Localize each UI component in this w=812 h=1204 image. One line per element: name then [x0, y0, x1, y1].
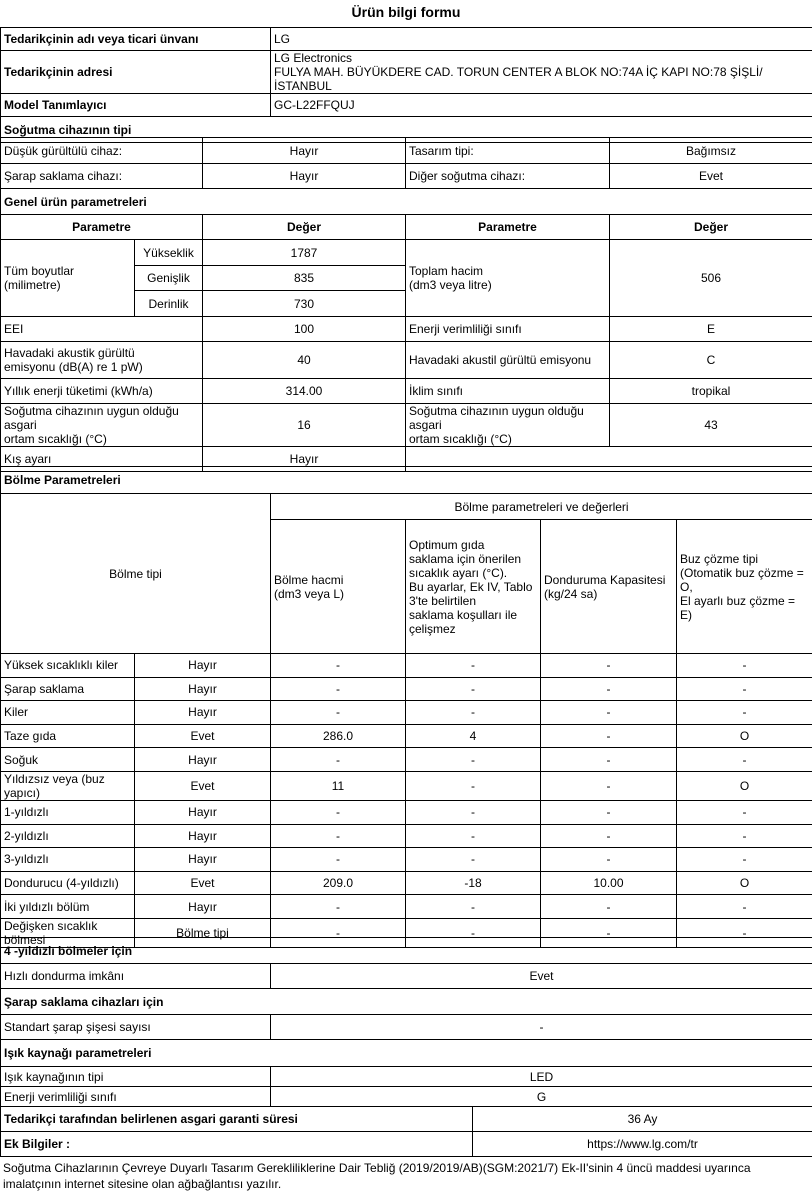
general-parameters-table [0, 137, 812, 472]
footer-note: Soğutma Cihazlarının Çevreye Duyarlı Tasarım Gerekliliklerine Dair Tebliğ (2019/2019/AB)(SGM:2021/7) Ek-II'sinin 4 üncü maddesi uyarınca imalatçının internet sitesine olan ağbağlantısı yazılır. [3, 1161, 751, 1191]
compartment-volume: - [271, 701, 406, 725]
compartment-freezing-capacity: - [541, 771, 677, 800]
low-noise-value: Hayır [203, 138, 406, 164]
winter-setting-label: Kış ayarı [1, 447, 203, 472]
compartment-row [1, 724, 812, 748]
design-type-value: Bağımsız [610, 138, 812, 164]
compartment-defrost-type: O [677, 771, 812, 800]
col-header-freezing-capacity [541, 520, 677, 654]
compartment-row [1, 895, 812, 919]
depth-label: Derinlik [135, 291, 203, 317]
compartment-present: Hayır [135, 654, 271, 678]
max-ambient-temp-value: 43 [610, 404, 812, 447]
compartment-defrost-type: - [677, 824, 812, 848]
min-ambient-temp-label [1, 404, 203, 447]
compartment-temperature: 4 [406, 724, 541, 748]
annual-energy-value: 314.00 [203, 379, 406, 404]
compartment-temperature: - [406, 748, 541, 772]
supplier-address-value [271, 51, 812, 94]
compartment-freezing-capacity: - [541, 824, 677, 848]
dimensions-label-line-1: Tüm boyutlar [4, 264, 75, 278]
compartment-row [1, 748, 812, 772]
col-header-parameter: Parametre [1, 215, 203, 240]
compartment-freezing-capacity: - [541, 654, 677, 678]
low-noise-label: Düşük gürültülü cihaz: [1, 138, 203, 164]
compartment-name: Soğuk [1, 748, 135, 772]
noise-class-label: Havadaki akustil gürültü emisyonu [406, 342, 610, 379]
total-volume-label [406, 240, 610, 317]
col-header-temperature-line-6: saklama koşulları ile [409, 607, 518, 622]
supplier-name-value: LG [271, 28, 812, 51]
compartment-present: Hayır [135, 824, 271, 848]
compartment-row [1, 824, 812, 848]
design-type-label: Tasarım tipi: [406, 138, 610, 164]
dimensions-label [1, 240, 135, 317]
compartment-name: 1-yıldızlı [1, 800, 135, 824]
compartment-defrost-type: O [677, 871, 812, 895]
height-value: 1787 [203, 240, 406, 266]
compartment-temperature: - [406, 848, 541, 872]
compartment-volume: - [271, 800, 406, 824]
compartment-row [1, 654, 812, 678]
other-appliance-label: Diğer soğutma cihazı: [406, 164, 610, 189]
compartment-defrost-type: - [677, 918, 812, 947]
noise-label-line-1: Havadaki akustik gürültü [4, 346, 135, 360]
compartment-defrost-type: - [677, 701, 812, 725]
bottom-sections-table [0, 937, 812, 1157]
col-header-temperature-line-7: çelişmez [409, 621, 456, 636]
compartment-present: Bölme tipi [135, 918, 271, 947]
min-ambient-temp-value: 16 [203, 404, 406, 447]
compartment-row [1, 701, 812, 725]
fast-freeze-label: Hızlı dondurma imkânı [1, 964, 271, 989]
compartment-group-header: Bölme parametreleri ve değerleri [271, 494, 812, 520]
compartment-temperature: - [406, 918, 541, 947]
compartment-row [1, 800, 812, 824]
compartment-temperature: - [406, 677, 541, 701]
supplier-address-line-2: FULYA MAH. BÜYÜKDERE CAD. TORUN CENTER A BLOK NO:74A İÇ KAPI NO:78 ŞİŞLİ/İSTANBUL [274, 65, 763, 93]
compartment-name: 3-yıldızlı [1, 848, 135, 872]
compartment-freezing-capacity: - [541, 918, 677, 947]
compartment-temperature: - [406, 800, 541, 824]
compartment-name: Yıldızsız veya (buz yapıcı) [1, 771, 135, 800]
compartment-volume: 286.0 [271, 724, 406, 748]
total-volume-label-line-1: Toplam hacim [409, 264, 484, 278]
width-label: Genişlik [135, 266, 203, 291]
compartment-volume: 11 [271, 771, 406, 800]
col-header-temperature-line-1: Optimum gıda [409, 537, 485, 552]
compartment-temperature: - [406, 824, 541, 848]
noise-label [1, 342, 203, 379]
wine-bottles-label: Standart şarap şişesi sayısı [1, 1015, 271, 1040]
compartment-present: Hayır [135, 748, 271, 772]
total-volume-value: 506 [610, 240, 812, 317]
compartment-volume: 209.0 [271, 871, 406, 895]
col-header-defrost-line-1: Buz çözme tipi [680, 551, 759, 566]
light-class-value: G [271, 1087, 812, 1107]
col-header-defrost-line-2: (Otomatik buz çözme = O, [680, 565, 804, 594]
compartment-present: Hayır [135, 701, 271, 725]
compartment-row [1, 871, 812, 895]
extra-info-link[interactable]: https://www.lg.com/tr [473, 1132, 812, 1157]
width-value: 835 [203, 266, 406, 291]
compartment-name: İki yıldızlı bölüm [1, 895, 135, 919]
light-type-value: LED [271, 1067, 812, 1087]
energy-class-label: Enerji verimliliği sınıfı [406, 317, 610, 342]
form-title: Ürün bilgi formu [351, 4, 461, 20]
compartment-table [0, 466, 812, 948]
compartment-defrost-type: O [677, 724, 812, 748]
compartment-freezing-capacity: - [541, 724, 677, 748]
compartment-present: Hayır [135, 800, 271, 824]
compartment-row [1, 848, 812, 872]
compartment-name: Yüksek sıcaklıklı kiler [1, 654, 135, 678]
col-header-temperature-line-3: sıcaklık ayarı (°C). [409, 565, 508, 580]
height-label: Yükseklik [135, 240, 203, 266]
compartment-freezing-capacity: 10.00 [541, 871, 677, 895]
compartment-row [1, 677, 812, 701]
compartment-name: Taze gıda [1, 724, 135, 748]
compartment-type-header: Bölme tipi [1, 494, 271, 654]
warranty-value: 36 Ay [473, 1107, 812, 1132]
compartment-name: Dondurucu (4-yıldızlı) [1, 871, 135, 895]
max-ambient-temp-label-line-1: Soğutma cihazının uygun olduğu asgari [409, 404, 584, 432]
wine-section-header: Şarap saklama cihazları için [1, 989, 812, 1015]
min-ambient-temp-label-line-1: Soğutma cihazının uygun olduğu asgari [4, 404, 179, 432]
compartment-present: Hayır [135, 677, 271, 701]
compartment-defrost-type: - [677, 677, 812, 701]
compartment-volume: - [271, 824, 406, 848]
compartment-volume: - [271, 677, 406, 701]
model-label: Model Tanımlayıcı [1, 94, 271, 117]
col-header-defrost-line-3: El ayarlı buz çözme = E) [680, 593, 796, 622]
col-header-defrost-type [677, 520, 812, 654]
col-header-freezing-line-1: Donduruma Kapasitesi [544, 572, 666, 587]
compartment-defrost-type: - [677, 895, 812, 919]
light-class-label: Enerji verimliliği sınıfı [1, 1087, 271, 1107]
col-header-temperature-line-4: Bu ayarlar, Ek IV, Tablo [409, 579, 533, 594]
compartment-present: Evet [135, 771, 271, 800]
supplier-address-label: Tedarikçinin adresi [1, 51, 271, 94]
model-value: GC-L22FFQUJ [271, 94, 812, 117]
annual-energy-label: Yıllık enerji tüketimi (kWh/a) [1, 379, 203, 404]
four-star-header: 4 -yıldızlı bölmeler için [1, 938, 812, 964]
fast-freeze-value: Evet [271, 964, 812, 989]
col-header-temperature [406, 520, 541, 654]
col-header-value: Değer [203, 215, 406, 240]
compartment-volume: - [271, 895, 406, 919]
compartment-temperature: -18 [406, 871, 541, 895]
compartment-freezing-capacity: - [541, 895, 677, 919]
supplier-name-label: Tedarikçinin adı veya ticari ünvanı [1, 28, 271, 51]
compartment-freezing-capacity: - [541, 701, 677, 725]
energy-class-value: E [610, 317, 812, 342]
compartment-volume: - [271, 654, 406, 678]
compartment-temperature: - [406, 701, 541, 725]
compartment-name: Kiler [1, 701, 135, 725]
total-volume-label-line-2: (dm3 veya litre) [409, 278, 492, 292]
col-header-value-2: Değer [610, 215, 812, 240]
compartment-present: Evet [135, 871, 271, 895]
compartment-freezing-capacity: - [541, 677, 677, 701]
light-source-header: Işık kaynağı parametreleri [1, 1040, 812, 1067]
compartment-rows [1, 654, 812, 948]
compartment-defrost-type: - [677, 800, 812, 824]
wine-appliance-value: Hayır [203, 164, 406, 189]
other-appliance-value: Evet [610, 164, 812, 189]
noise-class-value: C [610, 342, 812, 379]
light-type-label: Işık kaynağının tipi [1, 1067, 271, 1087]
compartment-defrost-type: - [677, 654, 812, 678]
noise-label-line-2: emisyonu (dB(A) re 1 pW) [4, 360, 143, 374]
col-header-temperature-line-2: saklama için önerilen [409, 551, 522, 566]
max-ambient-temp-label [406, 404, 610, 447]
compartment-temperature: - [406, 654, 541, 678]
compartment-volume: - [271, 848, 406, 872]
extra-info-label: Ek Bilgiler : [1, 1132, 473, 1157]
compartment-name: 2-yıldızlı [1, 824, 135, 848]
dimensions-label-line-2: (milimetre) [4, 278, 61, 292]
col-header-freezing-line-2: (kg/24 sa) [544, 586, 598, 601]
general-parameters-header: Genel ürün parametreleri [1, 189, 812, 215]
supplier-table [0, 27, 812, 143]
eei-value: 100 [203, 317, 406, 342]
min-ambient-temp-label-line-2: ortam sıcaklığı (°C) [4, 432, 107, 446]
compartment-row [1, 771, 812, 800]
wine-appliance-label: Şarap saklama cihazı: [1, 164, 203, 189]
compartment-present: Evet [135, 724, 271, 748]
compartment-freezing-capacity: - [541, 848, 677, 872]
compartment-present: Hayır [135, 895, 271, 919]
col-header-parameter-2: Parametre [406, 215, 610, 240]
compartment-defrost-type: - [677, 748, 812, 772]
max-ambient-temp-label-line-2: ortam sıcaklığı (°C) [409, 432, 512, 446]
winter-setting-value: Hayır [203, 447, 406, 472]
col-header-volume-line-2: (dm3 veya L) [274, 586, 345, 601]
climate-class-value: tropikal [610, 379, 812, 404]
eei-label: EEI [1, 317, 203, 342]
noise-value: 40 [203, 342, 406, 379]
compartment-volume: - [271, 748, 406, 772]
compartment-name: Değişken sıcaklık bölmesi [1, 918, 135, 947]
compartment-defrost-type: - [677, 848, 812, 872]
col-header-volume-line-1: Bölme hacmi [274, 572, 344, 587]
col-header-volume [271, 520, 406, 654]
depth-value: 730 [203, 291, 406, 317]
compartment-temperature: - [406, 771, 541, 800]
appliance-type-header: Soğutma cihazının tipi [1, 117, 812, 143]
climate-class-label: İklim sınıfı [406, 379, 610, 404]
compartment-volume: - [271, 918, 406, 947]
compartment-present: Hayır [135, 848, 271, 872]
wine-bottles-value: - [271, 1015, 812, 1040]
warranty-label: Tedarikçi tarafından belirlenen asgari garanti süresi [1, 1107, 473, 1132]
supplier-address-line-1: LG Electronics [274, 51, 353, 65]
compartment-freezing-capacity: - [541, 800, 677, 824]
compartment-name: Şarap saklama [1, 677, 135, 701]
col-header-temperature-line-5: 3'te belirtilen [409, 593, 476, 608]
compartment-freezing-capacity: - [541, 748, 677, 772]
compartment-header: Bölme Parametreleri [1, 467, 812, 494]
compartment-temperature: - [406, 895, 541, 919]
